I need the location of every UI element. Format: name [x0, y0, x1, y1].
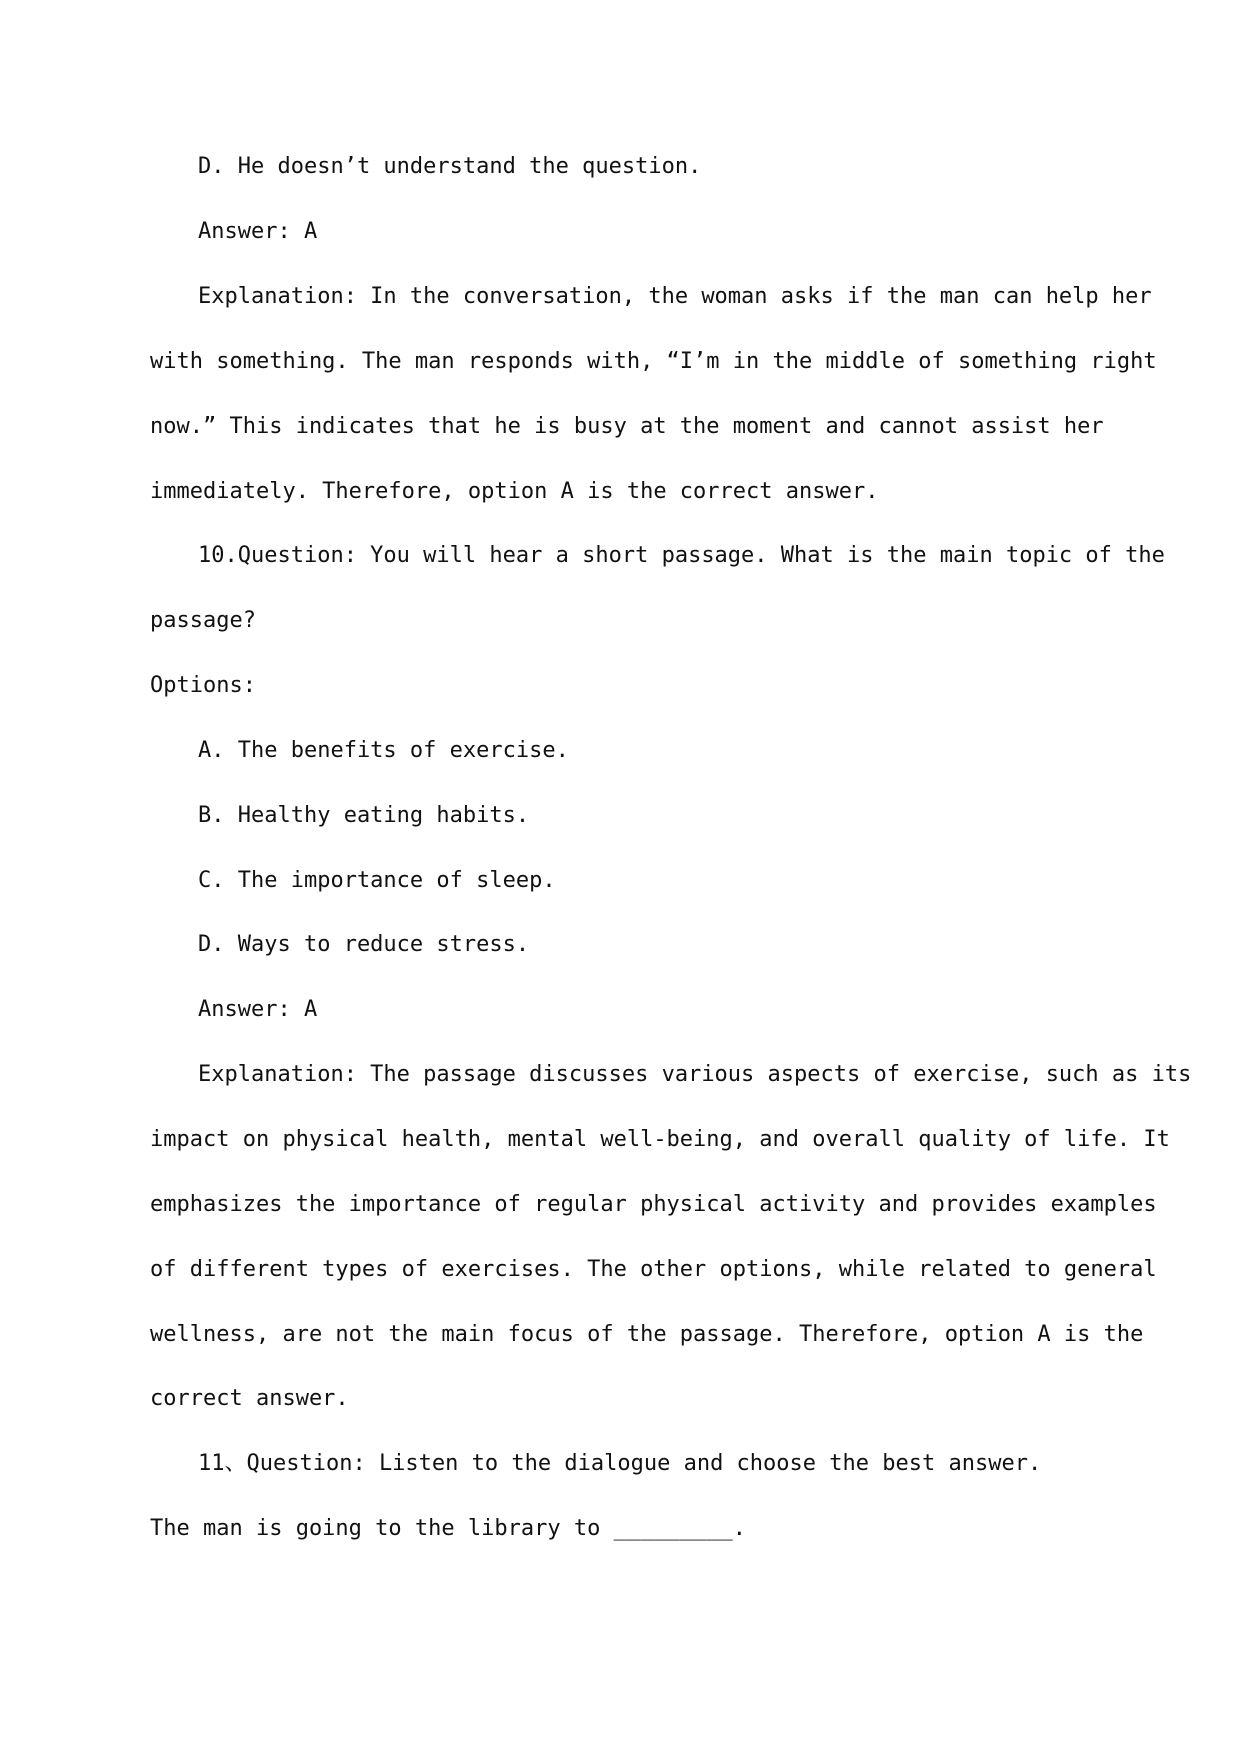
explanation-line: Explanation: In the conversation, the woman asks if the man can help her [198, 284, 1152, 309]
explanation-line: immediately. Therefore, option A is the correct answer. [150, 479, 879, 504]
question-11-line: The man is going to the library to _________. [150, 1516, 747, 1541]
answer-line: Answer: A [198, 997, 318, 1022]
explanation-line: of different types of exercises. The other options, while related to general [150, 1257, 1157, 1282]
question-10-line: 10.Question: You will hear a short passage. What is the main topic of the [198, 543, 1165, 568]
question-11-line: 11、Question: Listen to the dialogue and choose the best answer. [198, 1451, 1042, 1476]
explanation-line: emphasizes the importance of regular physical activity and provides examples [150, 1192, 1157, 1217]
explanation-line: Explanation: The passage discusses various aspects of exercise, such as its [198, 1062, 1192, 1087]
explanation-line: wellness, are not the main focus of the passage. Therefore, option A is the [150, 1322, 1144, 1347]
option-d-previous: D. He doesn’t understand the question. [198, 154, 702, 179]
explanation-line: impact on physical health, mental well-being, and overall quality of life. It [150, 1127, 1170, 1152]
explanation-line: correct answer. [150, 1386, 349, 1411]
option-d: D. Ways to reduce stress. [198, 932, 530, 957]
option-b: B. Healthy eating habits. [198, 803, 530, 828]
option-c: C. The importance of sleep. [198, 868, 556, 893]
explanation-line: with something. The man responds with, “I’m in the middle of something right [150, 349, 1157, 374]
option-a: A. The benefits of exercise. [198, 738, 569, 763]
explanation-line: now.” This indicates that he is busy at the moment and cannot assist her [150, 414, 1104, 439]
answer-line: Answer: A [198, 219, 318, 244]
options-heading: Options: [150, 673, 256, 698]
question-10-line: passage? [150, 608, 256, 633]
